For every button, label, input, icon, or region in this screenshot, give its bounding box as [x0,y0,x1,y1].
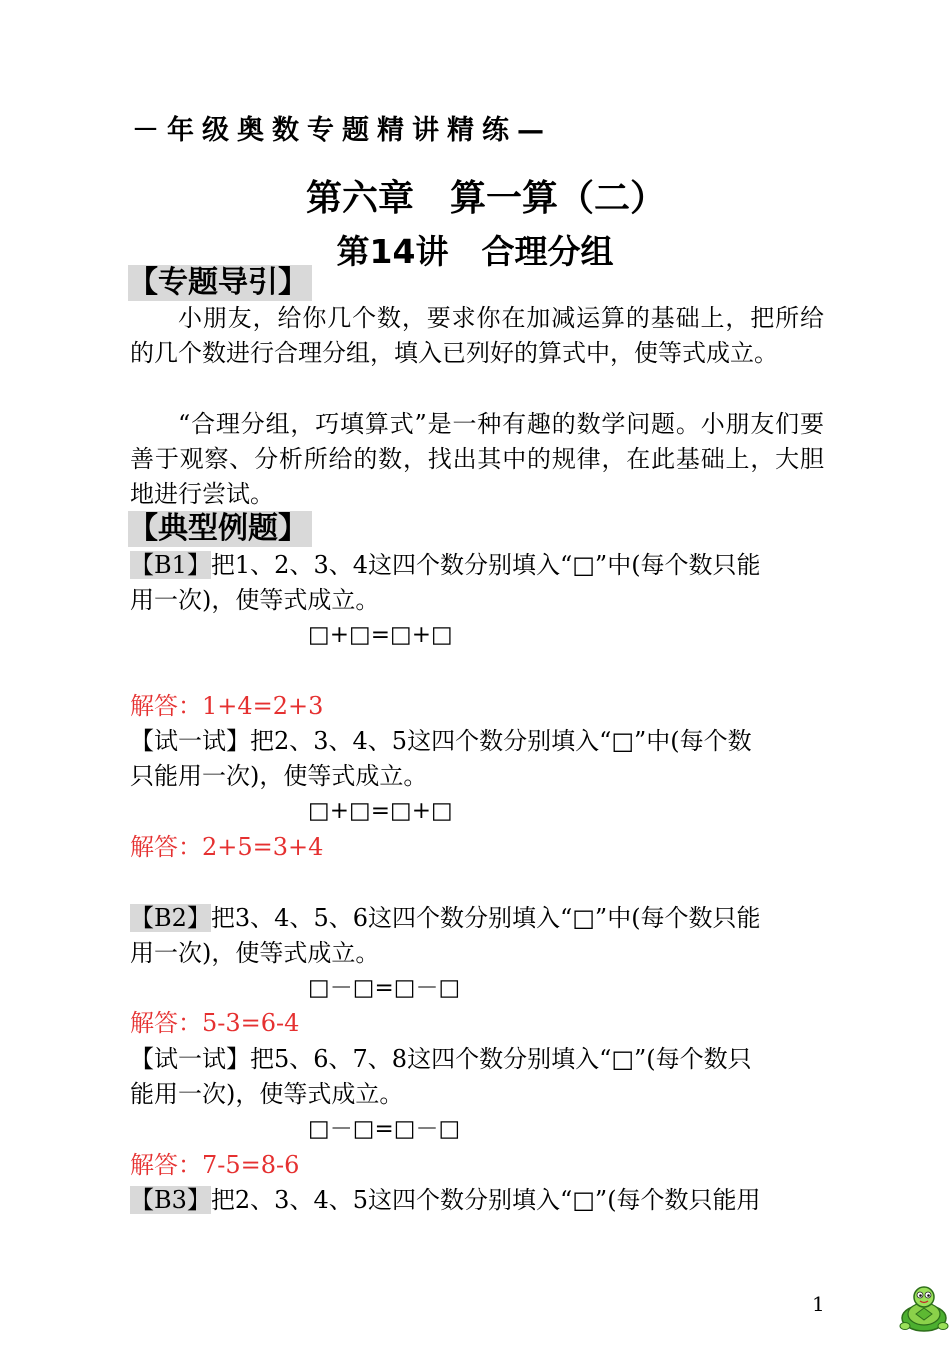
try2-equation: □－□=□－□ [308,1116,461,1142]
examples-heading: 【典型例题】 [128,511,312,547]
example-b2-equation: □－□=□－□ [308,975,461,1001]
try2-line1: 【试一试】把5、6、7、8这四个数分别填入“□”(每个数只 [130,1045,752,1073]
try2-answer: 解答：7-5=8-6 [130,1151,300,1179]
intro-paragraph-1: 小朋友，给你几个数，要求你在加减运算的基础上，把所给的几个数进行合理分组，填入已列好的算式中，使等式成立。 [130,304,824,367]
example-b3-tag: 【B3】 [130,1186,211,1214]
example-b1-line1: 【B1】把1、2、3、4这四个数分别填入“□”中(每个数只能 [130,551,761,579]
lecture-title: 第14讲 合理分组 [336,232,614,271]
example-b1-equation: □+□=□+□ [308,622,453,648]
try1-answer: 解答：2+5=3+4 [130,833,324,861]
example-b2-answer: 解答：5-3=6-4 [130,1009,300,1037]
example-b2-line2: 用一次)，使等式成立。 [130,939,380,967]
try1-line1: 【试一试】把2、3、4、5这四个数分别填入“□”中(每个数 [130,727,752,755]
turtle-icon [898,1284,950,1334]
intro-heading: 【专题导引】 [128,265,312,301]
try1-equation: □+□=□+□ [308,798,453,824]
example-b1-line2: 用一次)，使等式成立。 [130,586,380,614]
try2-line2: 能用一次)，使等式成立。 [130,1080,404,1108]
series-title: －年级奥数专题精讲精练— [132,115,552,146]
try1-line2: 只能用一次)，使等式成立。 [130,762,428,790]
example-b2-tag: 【B2】 [130,904,211,932]
chapter-title: 第六章 算一算（二） [305,178,666,219]
intro-paragraph-2: “合理分组，巧填算式”是一种有趣的数学问题。小朋友们要善于观察、分析所给的数，找出其中的规律，在此基础上，大胆地进行尝试。 [130,410,824,508]
page-number: 1 [812,1292,825,1316]
example-b1-tag: 【B1】 [130,551,211,579]
example-b3-line1: 【B3】把2、3、4、5这四个数分别填入“□”(每个数只能用 [130,1186,761,1214]
example-b1-answer: 解答：1+4=2+3 [130,692,324,720]
example-b2-line1: 【B2】把3、4、5、6这四个数分别填入“□”中(每个数只能 [130,904,761,932]
